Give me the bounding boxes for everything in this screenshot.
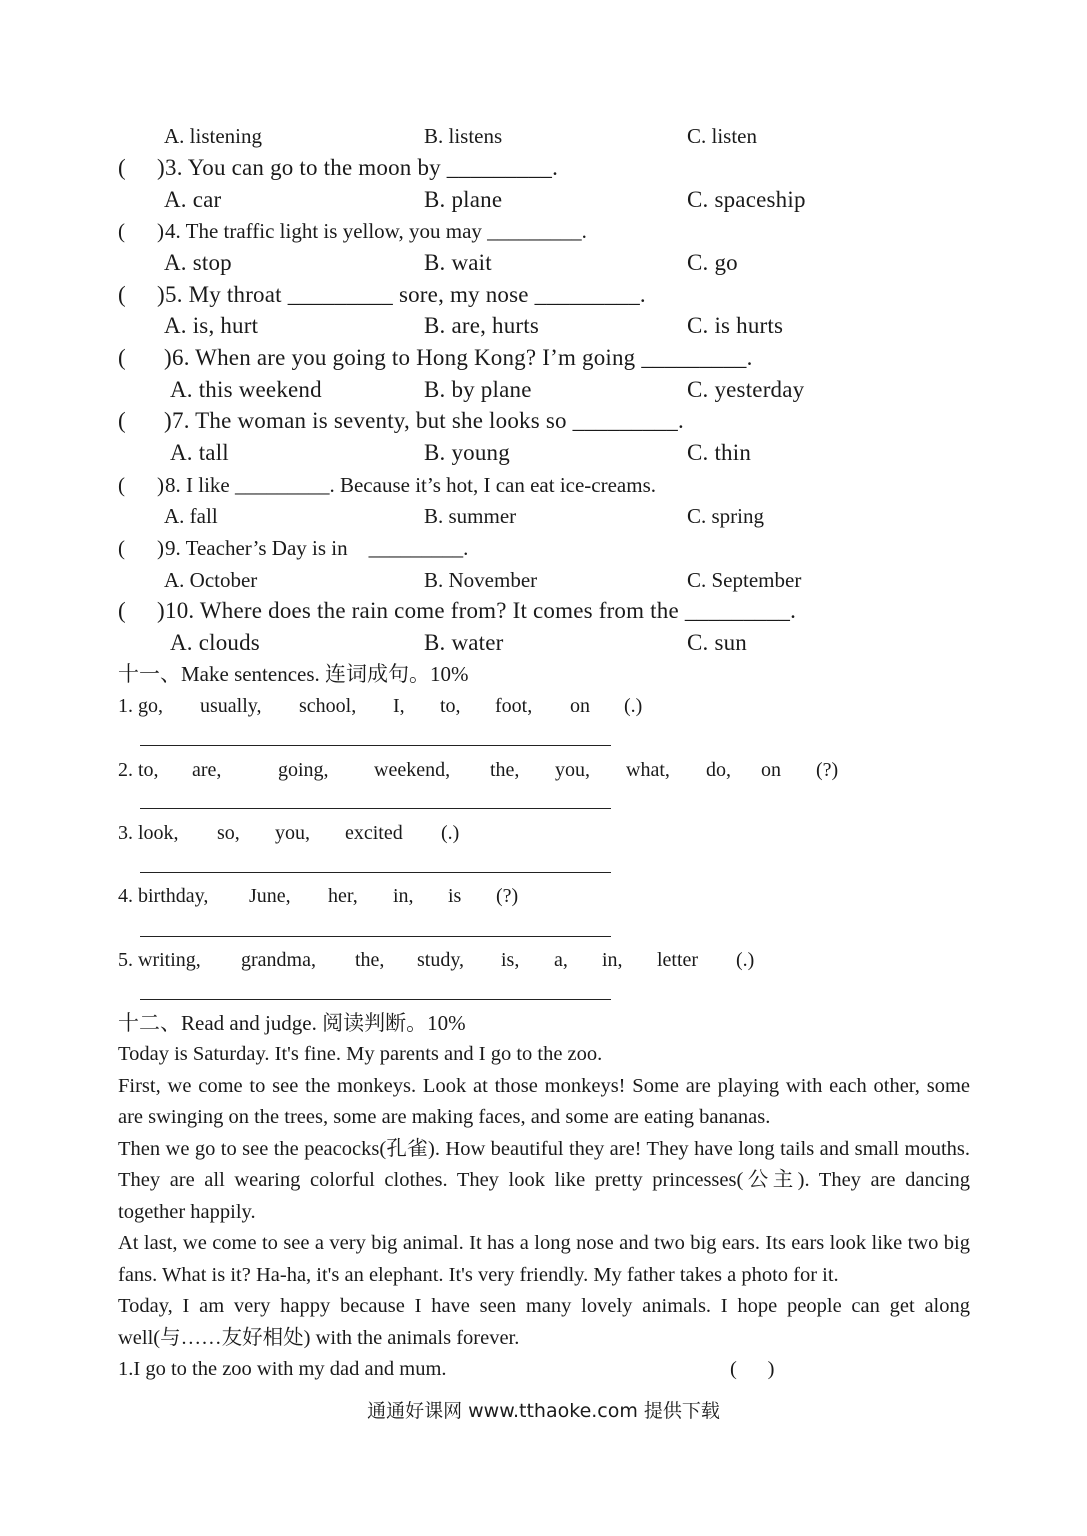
option-c: C. spaceship — [687, 187, 806, 212]
answer-bracket-open: ( — [118, 155, 126, 180]
answer-bracket-close: ) — [164, 345, 172, 370]
question-stem: 9. Teacher’s Day is in _________. — [165, 536, 469, 560]
option-a: A. car — [164, 187, 222, 212]
sentence-3-words — [118, 821, 459, 845]
answer-line[interactable] — [140, 745, 611, 746]
option-c: C. listen — [687, 124, 758, 148]
word: letter — [657, 949, 699, 971]
word: (.) — [624, 695, 643, 717]
word: school, — [299, 695, 357, 717]
reading-passage — [118, 1039, 970, 1386]
option-a: A. stop — [164, 250, 232, 275]
word: foot, — [495, 695, 533, 717]
sentence-5-words — [118, 948, 754, 972]
answer-line[interactable] — [140, 808, 611, 809]
answer-bracket-open: ( — [118, 536, 125, 560]
section-11-title: 十一、Make sentences. 连词成句。10% — [118, 662, 469, 686]
word: the, — [355, 949, 385, 971]
option-a: A. fall — [164, 504, 218, 528]
judge-statement: 1.I go to the zoo with my dad and mum. — [118, 1358, 447, 1380]
word: 2. to, — [118, 759, 159, 781]
word: 4. birthday, — [118, 885, 209, 907]
word: study, — [417, 949, 465, 971]
option-c: C. go — [687, 250, 738, 275]
judge-item-1 — [118, 1354, 970, 1386]
option-b: B. listens — [424, 124, 503, 148]
answer-line[interactable] — [140, 999, 611, 1000]
word: her, — [328, 885, 358, 907]
question-stem: 4. The traffic light is yellow, you may _________. — [165, 219, 587, 243]
word: you, — [275, 822, 310, 844]
answer-bracket-close: ) — [157, 219, 164, 243]
word: 3. look, — [118, 822, 179, 844]
word: going, — [278, 759, 329, 781]
section-12-title: 十二、Read and judge. 阅读判断。10% — [118, 1011, 466, 1035]
option-c: C. spring — [687, 504, 765, 528]
word: (?) — [816, 759, 839, 781]
answer-bracket-close: ) — [157, 536, 164, 560]
option-a: A. listening — [164, 124, 262, 148]
option-b: B. summer — [424, 504, 517, 528]
word: on — [761, 759, 781, 781]
sentence-1-words — [118, 694, 642, 718]
answer-bracket-close: ) — [157, 282, 165, 307]
word: so, — [217, 822, 240, 844]
option-b: B. water — [424, 630, 504, 655]
option-c: C. September — [687, 568, 802, 592]
sentence-4-words — [118, 884, 518, 908]
answer-bracket-close: ) — [164, 408, 172, 433]
passage-paragraph: At last, we come to see a very big animal. It has a long nose and two big ears. Its ears look like two big fans. What is it? Ha-ha, it's an elephant. It's very friendly. My father takes a photo for it. — [118, 1232, 970, 1286]
answer-bracket-open: ( — [118, 408, 126, 433]
word: a, — [554, 949, 568, 971]
option-c: C. is hurts — [687, 313, 784, 338]
option-b: B. are, hurts — [424, 313, 540, 338]
option-a: A. tall — [170, 440, 229, 465]
answer-bracket-open: ( — [118, 473, 125, 497]
option-b: B. young — [424, 440, 510, 465]
word: usually, — [200, 695, 262, 717]
option-b: B. by plane — [424, 377, 532, 402]
footer-source: 通通好课网 www.tthaoke.com 提供下载 — [367, 1400, 720, 1422]
question-stem: 7. The woman is seventy, but she looks so _________. — [172, 408, 684, 433]
question-stem: 3. You can go to the moon by _________. — [165, 155, 559, 180]
word: I, — [393, 695, 405, 717]
word: is — [448, 885, 462, 907]
answer-bracket-open: ( — [118, 282, 126, 307]
word: on — [570, 695, 590, 717]
word: June, — [249, 885, 291, 907]
word: 5. writing, — [118, 949, 201, 971]
answer-bracket-open: ( — [118, 598, 126, 623]
answer-bracket-close: ) — [157, 598, 165, 623]
word: (.) — [736, 949, 755, 971]
word: the, — [490, 759, 520, 781]
word: (?) — [496, 885, 519, 907]
word: excited — [345, 822, 403, 844]
word: are, — [192, 759, 222, 781]
word: what, — [626, 759, 670, 781]
option-a: A. is, hurt — [164, 313, 259, 338]
question-stem: 10. Where does the rain come from? It comes from the _________. — [165, 598, 797, 623]
passage-paragraph: Today, I am very happy because I have seen many lovely animals. I hope people can get along well(与……友好相处) with the animals forever. — [118, 1295, 970, 1349]
word: do, — [706, 759, 731, 781]
answer-bracket-close: ) — [157, 155, 165, 180]
word: in, — [602, 949, 623, 971]
option-b: B. November — [424, 568, 538, 592]
option-b: B. plane — [424, 187, 503, 212]
option-a: A. clouds — [170, 630, 260, 655]
passage-paragraph: Today is Saturday. It's fine. My parents and I go to the zoo. — [118, 1043, 603, 1065]
question-stem: 6. When are you going to Hong Kong? I’m going _________. — [172, 345, 753, 370]
answer-line[interactable] — [140, 872, 611, 873]
option-c: C. yesterday — [687, 377, 805, 402]
option-a: A. this weekend — [170, 377, 322, 402]
answer-bracket-open: ( — [118, 219, 125, 243]
question-stem: 8. I like _________. Because it’s hot, I can eat ice-creams. — [165, 473, 656, 497]
word: grandma, — [241, 949, 316, 971]
word: in, — [393, 885, 414, 907]
option-a: A. October — [164, 568, 258, 592]
word: to, — [440, 695, 461, 717]
option-c: C. thin — [687, 440, 752, 465]
answer-line[interactable] — [140, 936, 611, 937]
word: (.) — [441, 822, 460, 844]
word: is, — [501, 949, 520, 971]
option-b: B. wait — [424, 250, 492, 275]
word: you, — [555, 759, 590, 781]
option-c: C. sun — [687, 630, 747, 655]
passage-paragraph: First, we come to see the monkeys. Look at those monkeys! Some are playing with each other, some are swinging on the trees, some are making faces, and some are eating bananas. — [118, 1074, 970, 1128]
sentence-2-words — [118, 758, 838, 782]
passage-paragraph: Then we go to see the peacocks(孔雀). How beautiful they are! They have long tails and small mouths. They are all wearing colorful clothes. They look like pretty princesses(公主). They are dancing together happily. — [118, 1137, 970, 1223]
answer-bracket-close: ) — [157, 473, 164, 497]
word: 1. go, — [118, 695, 163, 717]
judge-answer-bracket[interactable]: ( ) — [730, 1358, 775, 1380]
question-stem: 5. My throat _________ sore, my nose _________. — [165, 282, 646, 307]
word: weekend, — [374, 759, 451, 781]
answer-bracket-open: ( — [118, 345, 126, 370]
